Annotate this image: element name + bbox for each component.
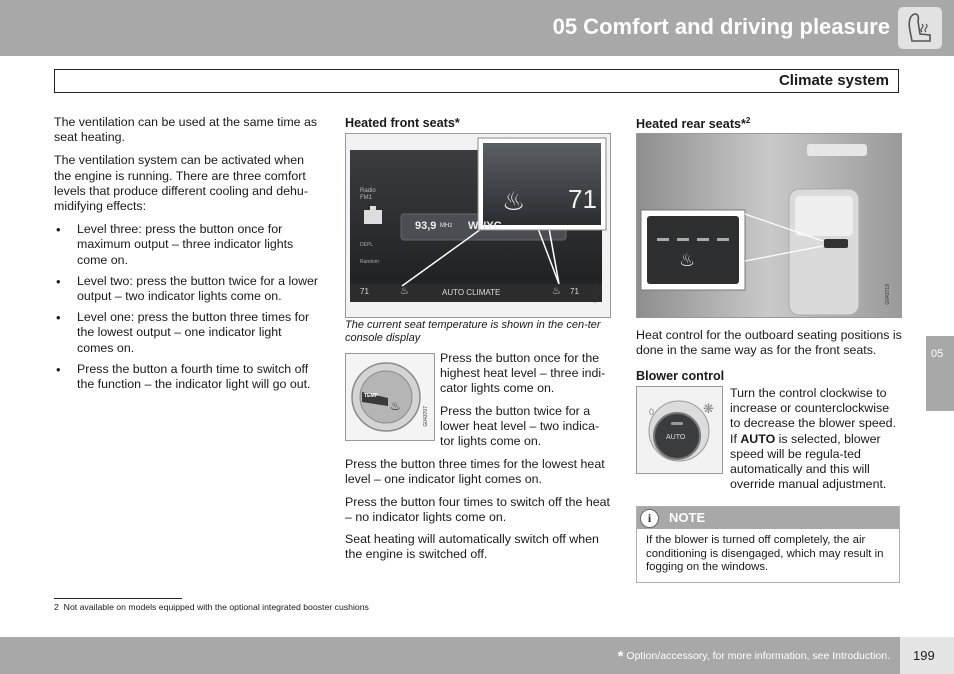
ventilation-intro: The ventilation can be used at the same time as seat heating.: [54, 115, 318, 145]
blower-control-heading: Blower control: [636, 369, 725, 383]
rear-seat-heat-text: Heat control for the outboard seating positions is done in the same way as for the front seats.: [636, 328, 902, 358]
chapter-side-tab-label: 05: [931, 348, 944, 360]
footnote-marker: 2: [745, 116, 751, 125]
section-bar: [54, 69, 899, 93]
figure-caption: The current seat temperature is shown in the cen-ter console display: [345, 319, 601, 344]
button-twice-text: Press the button twice for a lower heat level – two indica-tor lights come on.: [440, 404, 600, 449]
seat-heat-icon: ♨: [552, 286, 561, 297]
info-icon: i: [640, 509, 659, 528]
band-label: FM1: [360, 195, 372, 201]
heated-front-seats-heading: Heated front seats*: [345, 116, 460, 130]
side-label-depl: DEPL: [360, 242, 374, 248]
blower-text-part: Turn the control clockwise to increase or counterclockwise to decrease the blower speed. If: [730, 386, 897, 446]
button-once-text: Press the button once for the highest heat level – three indi-cator lights come on.: [440, 351, 606, 396]
ventilation-level-list: [54, 222, 320, 392]
note-header: [637, 507, 899, 529]
seat-icon: [898, 7, 942, 49]
list-item: • Level two: press the button twice for a lower output – two indicator lights come on.: [54, 274, 320, 304]
blower-control-text: [730, 386, 902, 492]
blower-knob-figure: [636, 386, 723, 474]
temp-right: 71: [570, 287, 579, 296]
section-title: Climate system: [778, 72, 889, 89]
center-console-display-figure: [345, 133, 611, 318]
footnote-rule: [54, 598, 182, 599]
figure-reference: G043707: [423, 406, 429, 427]
list-item: • Press the button a fourth time to switch off the function – the indicator light will go out.: [54, 362, 320, 392]
blower-auto-bold: AUTO: [740, 431, 776, 446]
zoom-temperature: 71: [568, 184, 597, 214]
seat-heat-icon: ♨: [679, 250, 696, 270]
footnote-text: Not available on models equipped with the optional integrated booster cushions: [63, 602, 369, 612]
seat-heat-button-figure: [345, 353, 435, 441]
blower-auto-label: AUTO: [666, 434, 686, 441]
page-number: 199: [913, 648, 935, 663]
note-label: NOTE: [669, 510, 706, 525]
heading-text: Heated rear seats*: [636, 117, 746, 132]
frequency-value: 93,9: [415, 220, 437, 232]
heated-rear-seats-heading: [636, 116, 750, 131]
seat-heat-icon: ♨: [502, 186, 526, 216]
button-four-times-text: Press the button four times to switch off the heat – no indicator lights come on.: [345, 495, 610, 525]
figure-reference: G043724: [593, 282, 599, 303]
auto-switch-off-text: Seat heating will automatically switch off when the engine is switched off.: [345, 532, 599, 562]
station-name: WNYC: [468, 220, 502, 232]
footer-note: [618, 648, 890, 665]
option-star: *: [617, 648, 624, 665]
chapter-title: 05 Comfort and driving pleasure: [552, 14, 890, 39]
frequency-unit: MHz: [440, 223, 453, 229]
note-text: If the blower is turned off completely, the air conditioning is disengaged, which may result in fogging on the windows.: [646, 534, 884, 574]
list-item: • Level one: press the button three times for the lowest output – one indicator light comes on.: [54, 310, 320, 356]
column-ventilation: [54, 115, 320, 398]
list-item: • Level three: press the button once for maximum output – three indicator lights come on.: [54, 222, 320, 268]
auto-climate-label: AUTO CLIMATE: [442, 288, 501, 297]
ventilation-levels-intro: The ventilation system can be activated when the engine is running. There are three comfort levels that produce different cooling and dehu-midifying effects:: [54, 153, 308, 214]
temp-button-label: TEMP: [364, 393, 378, 399]
rear-armrest-figure: [636, 133, 902, 318]
side-label-random: Random: [360, 259, 379, 265]
blower-zero-label: 0: [649, 407, 655, 417]
footer-note-text: Option/accessory, for more information, see Introduction.: [626, 650, 890, 662]
note-box: [636, 506, 900, 583]
footnote-number: 2: [54, 602, 59, 612]
blower-text-part: is selected, blower speed will be regula-ted automatically and this will override manual adjustment.: [730, 431, 887, 492]
figure-reference: G043719: [885, 284, 891, 305]
radio-label: Radio: [360, 188, 376, 194]
seat-heat-icon: ♨: [390, 399, 401, 413]
fan-icon: ❋: [703, 401, 714, 416]
button-three-times-text: Press the button three times for the lowest heat level – one indicator light comes on.: [345, 457, 605, 487]
seat-heat-icon: ♨: [400, 286, 409, 297]
temp-left: 71: [360, 287, 369, 296]
footnote: [54, 602, 369, 612]
